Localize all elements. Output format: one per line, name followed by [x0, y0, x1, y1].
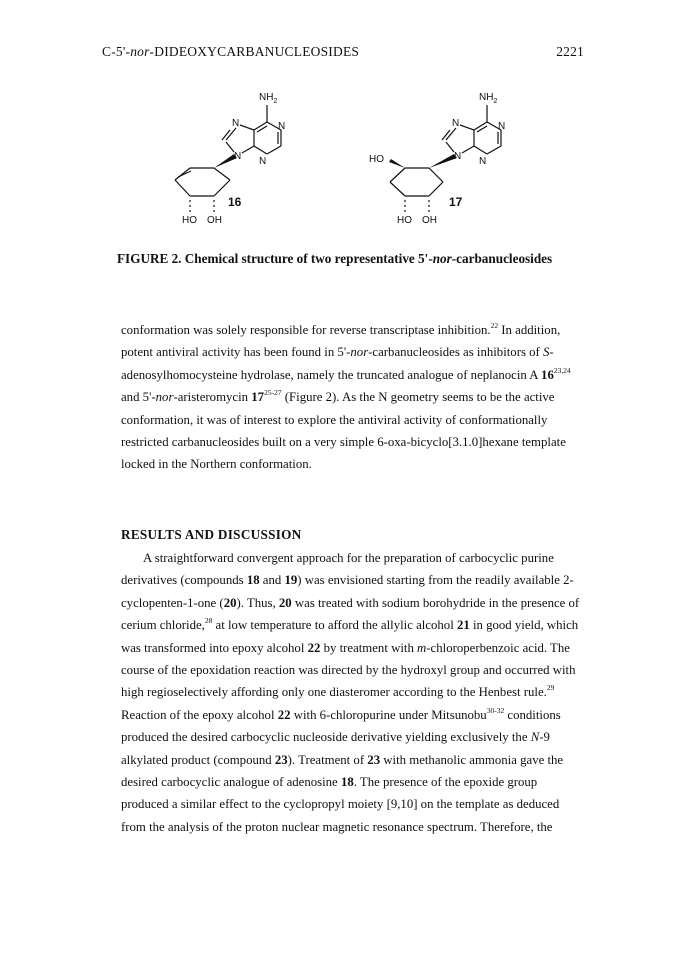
svg-text:OH: OH	[207, 215, 222, 226]
text-line: course of the epoxidation reaction was directed by the hydroxyl group and occurred with	[121, 663, 576, 678]
text-line: potent antiviral activity has been found in 5'-nor-carbanucleosides as inhibitors of S-	[121, 345, 554, 360]
svg-text:NH2: $NH_2$	[259, 92, 278, 105]
paragraph-intro	[121, 319, 571, 476]
text-line: derivatives (compounds 18 and 19) was envisioned starting from the readily available 2-	[121, 573, 574, 588]
text-line: from the analysis of the proton nuclear magnetic resonance spectrum. Therefore, the	[121, 819, 553, 834]
text-line: adenosylhomocysteine hydrolase, namely the truncated analogue of neplanocin A 16$^{23,24}$	[121, 365, 571, 382]
svg-text:HO: HO	[369, 154, 384, 165]
text-line: alkylated product (compound 23). Treatment of 23 with methanolic ammonia gave the	[121, 752, 564, 767]
text-line: cyclopenten-1-one (20). Thus, 20 was treated with sodium borohydride in the presence of	[121, 595, 580, 610]
svg-text:OH: OH	[422, 215, 437, 226]
text-line: produced a similar effect to the cyclopropyl moiety [9,10] on the template as deduced	[121, 797, 560, 812]
structure-17	[365, 82, 535, 232]
structure-16	[150, 82, 310, 232]
figure-caption: FIGURE 2. Chemical structure of two representative 5'-nor-carbanucleosides	[117, 251, 553, 266]
text-line: produced the desired carbocyclic nucleoside derivative yielding exclusively the N-9	[121, 730, 550, 745]
text-line: and 5'-nor-aristeromycin 17$^{25-27}$ (Figure 2). As the N geometry seems to be the active	[121, 388, 555, 405]
svg-text:N: N	[278, 121, 286, 132]
svg-text:N: N	[259, 156, 267, 167]
text-line: was transformed into epoxy alcohol 22 by treatment with m-chloroperbenzoic acid. The	[121, 640, 570, 655]
text-line: restricted carbanucleosides built on a very simple 6-oxa-bicyclo[3.1.0]hexane template	[121, 435, 566, 450]
section-heading: RESULTS AND DISCUSSION	[121, 527, 302, 542]
compound-label-16: 16	[228, 195, 242, 209]
text-line: conformation was solely responsible for reverse transcriptase inhibition.$^{22}$ In addition,	[121, 321, 561, 337]
text-line: locked in the Northern conformation.	[121, 457, 312, 472]
text-line: Reaction of the epoxy alcohol 22 with 6-chloropurine under Mitsunobu$^{30-32}$ conditions	[121, 705, 561, 722]
svg-text:N: N	[234, 151, 242, 162]
text-line: cerium chloride,$^{28}$ at low temperature to afford the allylic alcohol 21 in good yield, which	[121, 616, 579, 633]
text-line: high regioselectively affording only one diasteromer according to the Henbest rule.$^{29}$	[121, 683, 555, 700]
page-number: 2221	[556, 44, 584, 59]
svg-text:NH2: $NH_2$	[479, 92, 498, 105]
text-line: conformation, it was of interest to explore the antiviral activity of conformationally	[121, 412, 548, 427]
compound-label-17: 17	[449, 195, 463, 209]
paragraph-results	[121, 547, 579, 838]
svg-text:N: N	[498, 121, 506, 132]
svg-text:N: N	[479, 156, 487, 167]
svg-text:HO: HO	[397, 215, 412, 226]
svg-text:N: N	[454, 151, 462, 162]
text-line: A straightforward convergent approach for the preparation of carbocyclic purine	[143, 551, 554, 565]
running-title: C-5'-nor-DIDEOXYCARBANUCLEOSIDES	[102, 44, 360, 59]
svg-text:N: N	[452, 118, 460, 129]
text-line: desired carbocyclic analogue of adenosine 18. The presence of the epoxide group	[121, 775, 538, 790]
svg-text:N: N	[232, 118, 240, 129]
svg-text:HO: HO	[182, 215, 197, 226]
